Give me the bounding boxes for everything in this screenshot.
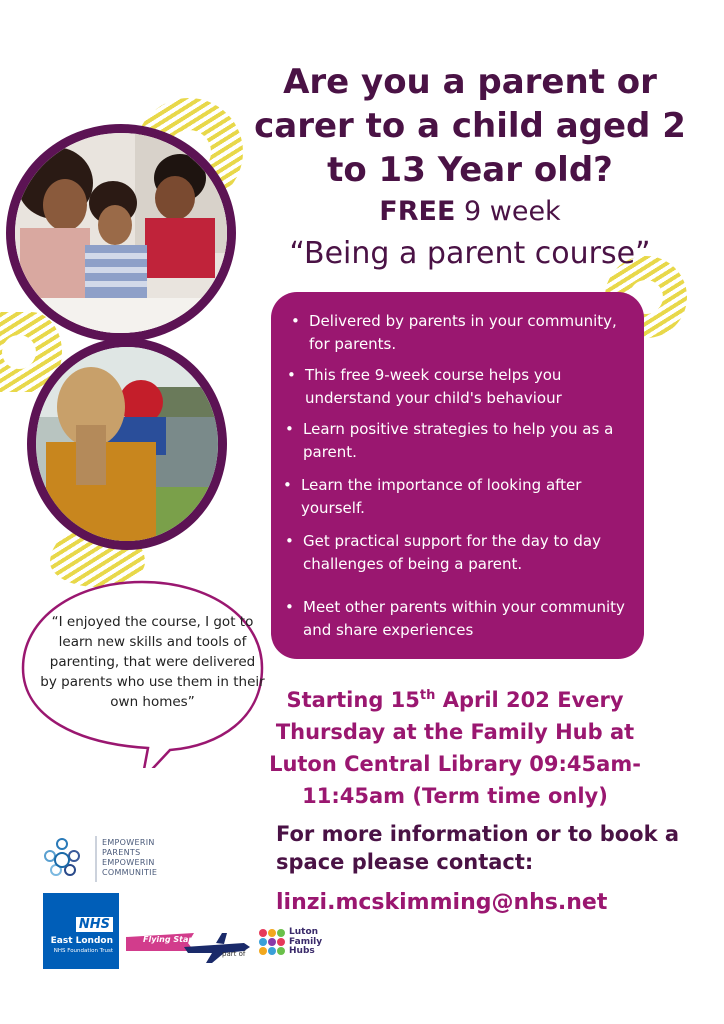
lfh-line: Family <box>289 936 323 947</box>
empower-line: EMPOWERIN <box>102 838 155 847</box>
luton-family-hubs-text <box>289 928 322 957</box>
family-photo <box>6 124 236 342</box>
benefit-item: • Learn the importance of looking after yourself. <box>281 474 631 520</box>
schedule-start: Starting 15 <box>286 688 420 712</box>
luton-family-hubs-dots-icon <box>258 928 286 956</box>
benefit-item: • Get practical support for the day to day challenges of being a parent. <box>283 530 633 576</box>
contact-email[interactable]: linzi.mcskimming@nhs.net <box>276 890 608 915</box>
testimonial-quote: “I enjoyed the course, I got to learn new skills and tools of parenting, that were delivered by parents who use them in their own homes” <box>40 614 265 710</box>
nhs-trust: NHS Foundation Trust <box>53 948 113 954</box>
benefit-item: • Learn positive strategies to help you as a parent. <box>283 418 633 464</box>
benefits-box <box>271 292 644 659</box>
flying-start-label: Flying Start <box>143 935 197 944</box>
part-of-label: part of <box>222 950 246 958</box>
free-course-line <box>240 194 700 230</box>
lfh-line: Hubs <box>289 946 315 956</box>
nhs-logo <box>43 893 119 969</box>
benefit-item: • Meet other parents within your community and share experiences <box>283 596 633 642</box>
schedule-details: April 202 Every Thursday at the Family Hub at Luton Central Library 09:45am- 11:45am (Term time only) <box>269 688 641 808</box>
empowering-text <box>102 838 182 878</box>
empower-line: COMMUNITIE <box>102 868 158 877</box>
hug-photo <box>27 338 227 550</box>
contact-prompt: For more information or to book a space please contact: <box>276 822 680 874</box>
schedule-ordinal: th <box>419 688 436 703</box>
free-label: FREE <box>379 196 456 227</box>
nhs-badge: NHS <box>76 917 113 932</box>
course-name: “Being a parent course” <box>289 236 651 271</box>
lfh-line: Luton <box>289 927 319 937</box>
nhs-name: East London <box>50 936 113 946</box>
empower-line: EMPOWERIN <box>102 858 155 867</box>
headline: Are you a parent or carer to a child aged 2 to 13 Year old? <box>254 62 686 190</box>
benefit-item: • This free 9-week course helps you understand your child's behaviour <box>285 364 635 410</box>
benefit-item: • Delivered by parents in your community, for parents. <box>289 310 639 356</box>
duration-label: 9 week <box>455 196 561 227</box>
empower-line: PARENTS <box>102 848 141 857</box>
schedule-text <box>255 680 655 812</box>
